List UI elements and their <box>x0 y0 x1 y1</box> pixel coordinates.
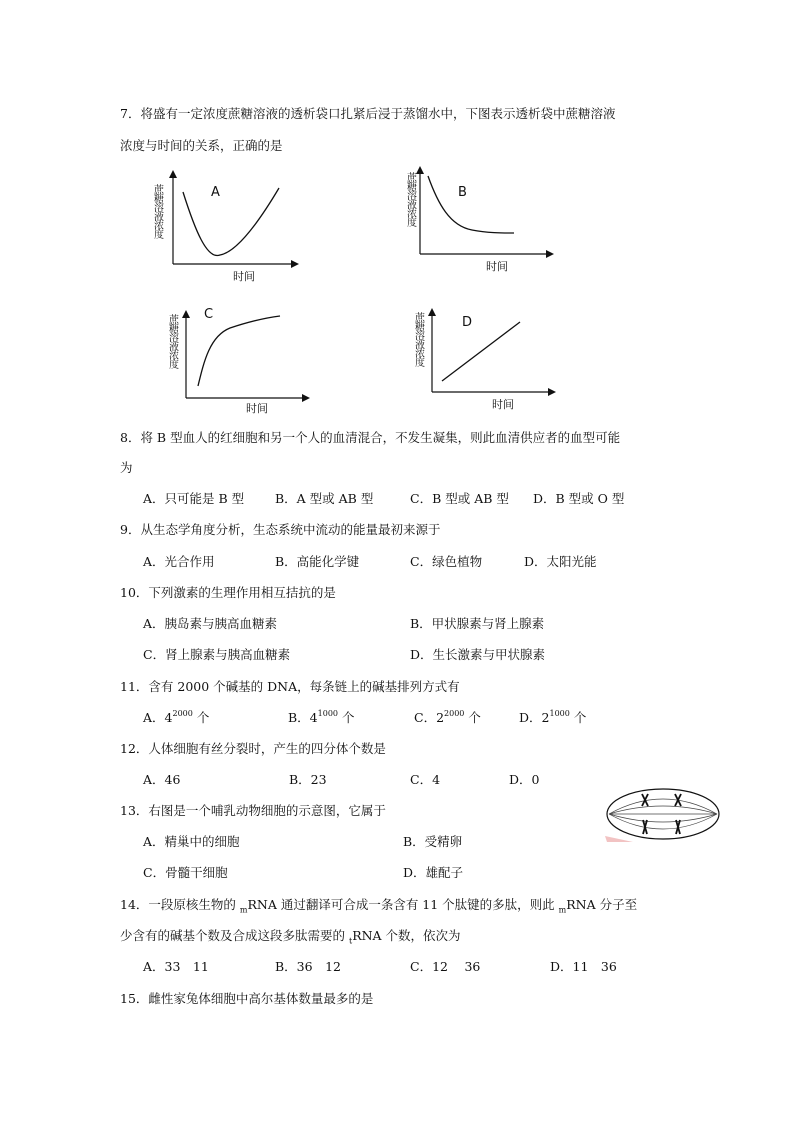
q10-option-b[interactable]: B．甲状腺素与肾上腺素 <box>410 616 545 631</box>
q11-stem: 11．含有 2000 个碱基的 DNA，每条链上的碱基排列方式有 <box>120 679 460 694</box>
q12-option-b[interactable]: B．23 <box>289 772 327 787</box>
q9-stem: 9．从生态学角度分析，生态系统中流动的能量最初来源于 <box>120 522 441 537</box>
q13-option-d[interactable]: D．雄配子 <box>403 865 464 880</box>
graph-b-curve <box>428 176 514 233</box>
q14-option-a[interactable]: A．33 11 <box>143 959 209 974</box>
q12-option-a[interactable]: A．46 <box>143 772 181 787</box>
graph-c-ylabel: 蔗糖溶液浓度 <box>166 314 178 368</box>
q7-stem-line1: 7．将盛有一定浓度蔗糖溶液的透析袋口扎紧后浸于蒸馏水中，下图表示透析袋中蔗糖溶液 <box>120 106 616 121</box>
q12-stem: 12．人体细胞有丝分裂时，产生的四分体个数是 <box>120 741 386 756</box>
graph-b-label: B <box>458 185 467 200</box>
color-smudge <box>605 836 633 842</box>
q8-stem-line2: 为 <box>120 460 133 475</box>
q10-option-c[interactable]: C．肾上腺素与胰高血糖素 <box>143 647 291 662</box>
graph-c-label: C <box>204 307 214 322</box>
q13-option-c[interactable]: C．骨髓干细胞 <box>143 865 228 880</box>
graph-a-label: A <box>211 185 220 200</box>
graph-a-xlabel: 时间 <box>233 270 255 283</box>
q9-option-c[interactable]: C．绿色植物 <box>410 554 483 569</box>
graph-c <box>168 306 318 416</box>
q9-option-a[interactable]: A．光合作用 <box>143 554 215 569</box>
q8-option-b[interactable]: B．A 型或 AB 型 <box>275 491 374 506</box>
q13-option-a[interactable]: A．精巢中的细胞 <box>143 834 240 849</box>
graph-b-ylabel: 蔗糖溶液浓度 <box>404 172 416 226</box>
q8-option-d[interactable]: D．B 型或 O 型 <box>533 491 625 506</box>
q14-option-c[interactable]: C．12 36 <box>410 959 481 974</box>
graph-d-ylabel: 蔗糖溶液浓度 <box>412 312 424 366</box>
q11-option-d[interactable]: D．$2^{1000}$ 个 <box>519 709 587 725</box>
q15-stem: 15．雌性家兔体细胞中高尔基体数量最多的是 <box>120 991 374 1006</box>
graph-b <box>402 166 562 276</box>
graph-c-xlabel: 时间 <box>246 402 268 415</box>
graph-b-xlabel: 时间 <box>486 260 508 273</box>
graph-d <box>414 306 564 416</box>
q11-option-b[interactable]: B．$4^{1000}$ 个 <box>288 709 355 725</box>
q13-stem: 13．右图是一个哺乳动物细胞的示意图，它属于 <box>120 803 386 818</box>
q12-option-c[interactable]: C．4 <box>410 772 441 787</box>
q13-option-b[interactable]: B．受精卵 <box>403 834 463 849</box>
q8-stem-line1: 8．将 B 型血人的红细胞和另一个人的血清混合，不发生凝集，则此血清供应者的血型可能 <box>120 430 621 445</box>
graph-d-line <box>442 322 520 381</box>
graph-d-xlabel: 时间 <box>492 398 514 411</box>
q8-option-c[interactable]: C．B 型或 AB 型 <box>410 491 509 506</box>
q12-option-d[interactable]: D．0 <box>509 772 540 787</box>
q9-option-b[interactable]: B．高能化学键 <box>275 554 360 569</box>
q14-stem-line1: 14．一段原核生物的 $_m$RNA 通过翻译可合成一条含有 11 个肽键的多肽，则此 $_m$RNA 分子至 <box>120 897 638 915</box>
q11-option-a[interactable]: A．$4^{2000}$ 个 <box>143 709 210 725</box>
q14-stem-line2: 少含有的碱基个数及合成这段多肽需要的 $_t$RNA 个数，依次为 <box>120 928 461 946</box>
graph-d-label: D <box>462 315 473 330</box>
q14-option-b[interactable]: B．36 12 <box>275 959 341 974</box>
q7-stem-line2: 浓度与时间的关系，正确的是 <box>120 138 283 153</box>
graph-a-ylabel: 蔗糖溶液浓度 <box>151 184 163 238</box>
q9-option-d[interactable]: D．太阳光能 <box>524 554 597 569</box>
q14-option-d[interactable]: D．11 36 <box>550 959 617 974</box>
graph-a <box>151 170 305 283</box>
q11-option-c[interactable]: C．$2^{2000}$ 个 <box>414 709 481 725</box>
q8-option-a[interactable]: A．只可能是 B 型 <box>143 491 245 506</box>
cell-diagram <box>603 786 723 844</box>
q10-option-a[interactable]: A．胰岛素与胰高血糖素 <box>143 616 278 631</box>
q10-option-d[interactable]: D．生长激素与甲状腺素 <box>410 647 546 662</box>
q10-stem: 10．下列激素的生理作用相互拮抗的是 <box>120 585 336 600</box>
graph-c-curve <box>198 316 280 386</box>
graph-a-curve <box>183 188 279 256</box>
